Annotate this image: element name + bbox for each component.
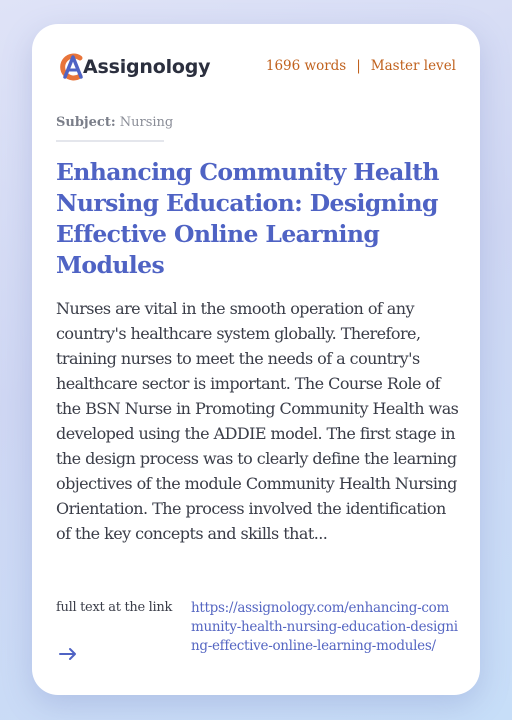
subject-divider (56, 140, 164, 142)
essay-card (32, 24, 480, 695)
meta-separator: | (356, 58, 361, 74)
logo-icon (56, 50, 86, 84)
subject-line (56, 115, 173, 130)
arrow-right-icon[interactable] (58, 644, 78, 664)
essay-title: Enhancing Community Health Nursing Education: Designing Effective Online Learning Modules (56, 158, 439, 279)
word-count: 1696 words (265, 58, 347, 74)
essay-meta (266, 58, 456, 74)
subject-value: Nursing (119, 115, 174, 130)
brand-logo[interactable] (56, 50, 210, 84)
full-text-link[interactable]: https://assignology.com/enhancing-community-health-nursing-education-designing-effective-online-learning-modules/ (191, 600, 458, 654)
full-text-label: full text at the link (56, 600, 173, 615)
brand-name: Assignology (83, 56, 211, 78)
academic-level: Master level (370, 58, 456, 74)
subject-label: Subject: (56, 115, 116, 130)
essay-excerpt: Nurses are vital in the smooth operation of any country's healthcare system globally. Therefore, training nurses to meet the needs of a country's healthcare sector is important. The Course Role of the BSN Nurse in Promoting Community Health was developed using the ADDIE model. The first stage in the design process was to clearly define the learning objectives of the module Community Health Nursing Orientation. The process involved the identification of the key concepts and skills that... (56, 299, 459, 543)
